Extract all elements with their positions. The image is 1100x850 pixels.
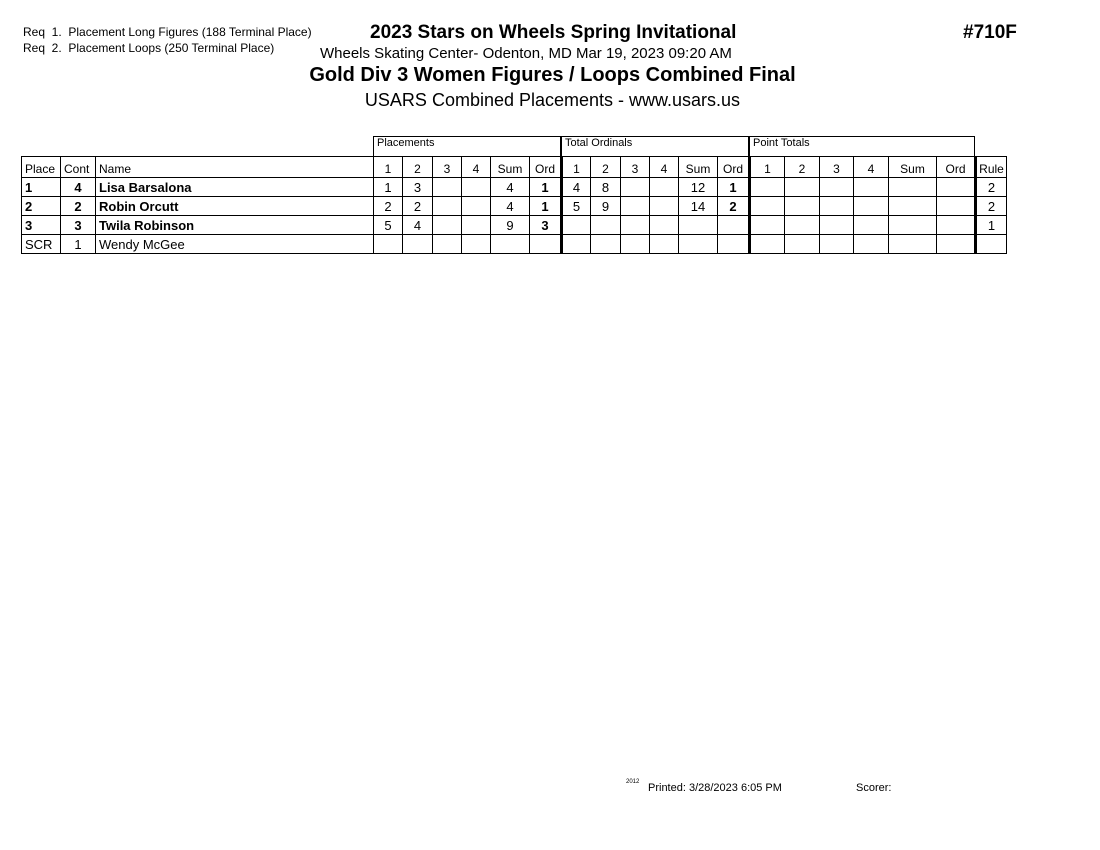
place-cell: 2 [22, 197, 61, 216]
placement-judge-cell [433, 197, 462, 216]
total-ordinal-ord-cell [718, 235, 750, 254]
column-header: Place [22, 157, 61, 178]
rule-cell [976, 235, 1007, 254]
point-total-cell [820, 216, 854, 235]
placement-judge-cell: 5 [374, 216, 403, 235]
total-ordinal-ord-cell [718, 216, 750, 235]
placement-judge-cell [462, 216, 491, 235]
competition-title: 2023 Stars on Wheels Spring Invitational [370, 22, 737, 43]
table-header-row [22, 157, 1007, 178]
placement-sum-cell: 4 [491, 197, 530, 216]
column-header: 2 [403, 157, 433, 178]
column-header: Sum [679, 157, 718, 178]
total-ordinal-sum-cell [679, 216, 718, 235]
table-row [22, 197, 1007, 216]
table-row [22, 216, 1007, 235]
results-table [21, 156, 1007, 254]
point-total-cell [854, 178, 889, 197]
column-header: 2 [785, 157, 820, 178]
column-header: 3 [621, 157, 650, 178]
total-ordinal-cell [650, 235, 679, 254]
point-total-cell [785, 235, 820, 254]
placement-judge-cell: 1 [374, 178, 403, 197]
column-header: 3 [820, 157, 854, 178]
total-ordinal-cell [621, 235, 650, 254]
cont-cell: 2 [61, 197, 96, 216]
point-total-ord-cell [937, 197, 976, 216]
event-title: Gold Div 3 Women Figures / Loops Combined Final [309, 64, 796, 86]
total-ordinal-sum-cell: 12 [679, 178, 718, 197]
point-total-cell [820, 178, 854, 197]
column-header: Ord [530, 157, 562, 178]
column-header: Ord [937, 157, 976, 178]
rule-cell: 2 [976, 178, 1007, 197]
cont-cell: 1 [61, 235, 96, 254]
printed-timestamp: Printed: 3/28/2023 6:05 PM [648, 782, 782, 794]
point-total-sum-cell [889, 216, 937, 235]
name-cell: Twila Robinson [96, 216, 374, 235]
column-header: Cont [61, 157, 96, 178]
column-header: 1 [750, 157, 785, 178]
total-ordinal-cell [621, 216, 650, 235]
placement-judge-cell: 2 [403, 197, 433, 216]
placement-ord-cell: 3 [530, 216, 562, 235]
point-total-cell [820, 197, 854, 216]
column-header: Sum [491, 157, 530, 178]
place-cell: 1 [22, 178, 61, 197]
placement-judge-cell [374, 235, 403, 254]
total-ordinal-cell: 4 [562, 178, 591, 197]
total-ordinal-cell [650, 216, 679, 235]
placement-judge-cell: 3 [403, 178, 433, 197]
requirement-2: Req 2. Placement Loops (250 Terminal Place) [23, 41, 275, 55]
placement-judge-cell [433, 216, 462, 235]
point-total-cell [854, 216, 889, 235]
column-header: 4 [854, 157, 889, 178]
total-ordinal-ord-cell: 2 [718, 197, 750, 216]
point-total-sum-cell [889, 235, 937, 254]
total-ordinal-cell [591, 216, 621, 235]
placement-sum-cell: 4 [491, 178, 530, 197]
placement-judge-cell [462, 178, 491, 197]
placement-sum-cell: 9 [491, 216, 530, 235]
footer-code: 2012 [626, 779, 640, 785]
point-total-ord-cell [937, 235, 976, 254]
group-header-total-ordinals: Total Ordinals [561, 136, 749, 156]
total-ordinal-cell [650, 197, 679, 216]
placement-judge-cell [403, 235, 433, 254]
column-header: 2 [591, 157, 621, 178]
event-subtitle: USARS Combined Placements - www.usars.us [364, 90, 741, 110]
total-ordinal-cell: 5 [562, 197, 591, 216]
table-row [22, 178, 1007, 197]
place-cell: 3 [22, 216, 61, 235]
point-total-ord-cell [937, 178, 976, 197]
point-total-cell [750, 235, 785, 254]
point-total-sum-cell [889, 197, 937, 216]
column-header: 4 [462, 157, 491, 178]
placement-judge-cell: 2 [374, 197, 403, 216]
cont-cell: 4 [61, 178, 96, 197]
point-total-cell [854, 235, 889, 254]
rule-cell: 1 [976, 216, 1007, 235]
total-ordinal-sum-cell: 14 [679, 197, 718, 216]
total-ordinal-cell [591, 235, 621, 254]
venue-line: Wheels Skating Center- Odenton, MD Mar 19, 2023 09:20 AM [320, 45, 732, 62]
cont-cell: 3 [61, 216, 96, 235]
requirement-1: Req 1. Placement Long Figures (188 Terminal Place) [23, 25, 312, 39]
column-header: 1 [374, 157, 403, 178]
placement-ord-cell [530, 235, 562, 254]
total-ordinal-cell [562, 216, 591, 235]
total-ordinal-cell: 9 [591, 197, 621, 216]
placement-ord-cell: 1 [530, 197, 562, 216]
placement-judge-cell: 4 [403, 216, 433, 235]
point-total-cell [785, 178, 820, 197]
column-header: 3 [433, 157, 462, 178]
point-total-cell [820, 235, 854, 254]
total-ordinal-cell [621, 197, 650, 216]
placement-judge-cell [433, 178, 462, 197]
scorer-label: Scorer: [856, 782, 892, 794]
name-cell: Lisa Barsalona [96, 178, 374, 197]
column-header: Sum [889, 157, 937, 178]
total-ordinal-cell [621, 178, 650, 197]
name-cell: Wendy McGee [96, 235, 374, 254]
placement-sum-cell [491, 235, 530, 254]
event-number: #710F [963, 22, 1017, 43]
point-total-cell [750, 216, 785, 235]
total-ordinal-cell [650, 178, 679, 197]
point-total-sum-cell [889, 178, 937, 197]
place-cell: SCR [22, 235, 61, 254]
rule-cell: 2 [976, 197, 1007, 216]
point-total-cell [785, 216, 820, 235]
column-header: 4 [650, 157, 679, 178]
placement-ord-cell: 1 [530, 178, 562, 197]
column-header: Ord [718, 157, 750, 178]
total-ordinal-cell [562, 235, 591, 254]
point-total-cell [854, 197, 889, 216]
total-ordinal-sum-cell [679, 235, 718, 254]
group-header-point-totals: Point Totals [749, 136, 975, 156]
placement-judge-cell [462, 197, 491, 216]
point-total-cell [750, 197, 785, 216]
table-row [22, 235, 1007, 254]
placement-judge-cell [462, 235, 491, 254]
point-total-cell [750, 178, 785, 197]
group-header-placements: Placements [373, 136, 561, 156]
point-total-cell [785, 197, 820, 216]
column-header: 1 [562, 157, 591, 178]
point-total-ord-cell [937, 216, 976, 235]
column-header: Rule [976, 157, 1007, 178]
total-ordinal-cell: 8 [591, 178, 621, 197]
placement-judge-cell [433, 235, 462, 254]
total-ordinal-ord-cell: 1 [718, 178, 750, 197]
name-cell: Robin Orcutt [96, 197, 374, 216]
column-header: Name [96, 157, 374, 178]
